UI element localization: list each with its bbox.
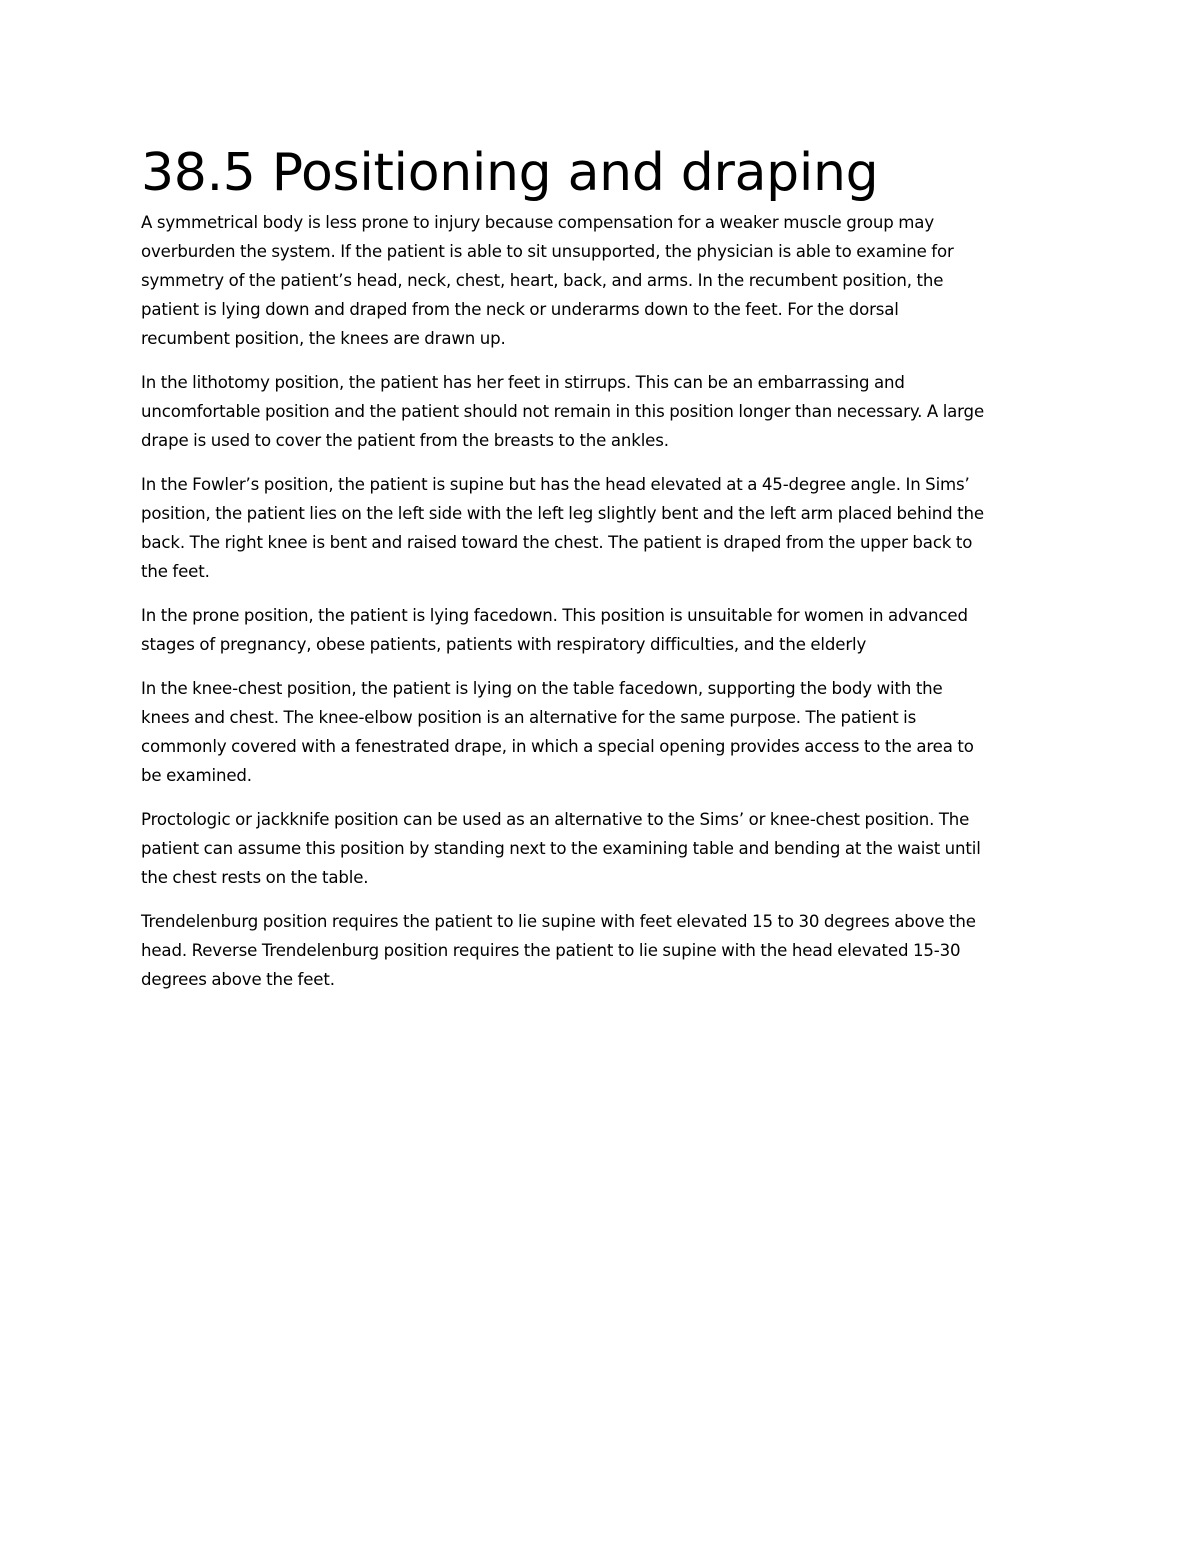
text-line: knees and chest. The knee-elbow position is an alternative for the same purpose. The patient is [141,708,917,727]
document-title: 38.5 Positioning and draping [141,143,879,203]
text-line: uncomfortable position and the patient should not remain in this position longer than necessary. A large [141,402,984,421]
text-line: patient is lying down and draped from the neck or underarms down to the feet. For the dorsal [141,300,899,319]
paragraph-trendelenburg [141,907,1061,994]
text-line: In the knee-chest position, the patient is lying on the table facedown, supporting the body with the [141,679,943,698]
paragraph-prone [141,601,1061,659]
text-line: overburden the system. If the patient is able to sit unsupported, the physician is able to examine for [141,242,954,261]
text-line: In the lithotomy position, the patient has her feet in stirrups. This can be an embarrassing and [141,373,905,392]
text-line: back. The right knee is bent and raised toward the chest. The patient is draped from the upper back to [141,533,973,552]
document-content [141,140,1061,1009]
text-line: commonly covered with a fenestrated drape, in which a special opening provides access to the area to [141,737,974,756]
text-line: Trendelenburg position requires the patient to lie supine with feet elevated 15 to 30 degrees above the [141,912,976,931]
paragraph-lithotomy [141,368,1061,455]
text-line: Proctologic or jackknife position can be used as an alternative to the Sims’ or knee-chest position. The [141,810,970,829]
text-line: drape is used to cover the patient from the breasts to the ankles. [141,431,669,450]
text-line: symmetry of the patient’s head, neck, chest, heart, back, and arms. In the recumbent position, the [141,271,944,290]
paragraph-symmetry [141,208,1061,353]
text-line: A symmetrical body is less prone to injury because compensation for a weaker muscle group may [141,213,934,232]
paragraph-fowlers-sims [141,470,1061,586]
text-line: stages of pregnancy, obese patients, patients with respiratory difficulties, and the elderly [141,635,867,654]
text-line: degrees above the feet. [141,970,335,989]
paragraph-proctologic [141,805,1061,892]
text-line: In the prone position, the patient is lying facedown. This position is unsuitable for women in advanced [141,606,968,625]
text-line: patient can assume this position by standing next to the examining table and bending at the waist until [141,839,981,858]
text-line: the chest rests on the table. [141,868,369,887]
text-line: be examined. [141,766,252,785]
paragraph-knee-chest [141,674,1061,790]
text-line: the feet. [141,562,210,581]
text-line: In the Fowler’s position, the patient is supine but has the head elevated at a 45-degree angle. In Sims’ [141,475,970,494]
text-line: position, the patient lies on the left side with the left leg slightly bent and the left arm placed behind the [141,504,984,523]
text-line: recumbent position, the knees are drawn up. [141,329,506,348]
text-line: head. Reverse Trendelenburg position requires the patient to lie supine with the head elevated 15-30 [141,941,961,960]
